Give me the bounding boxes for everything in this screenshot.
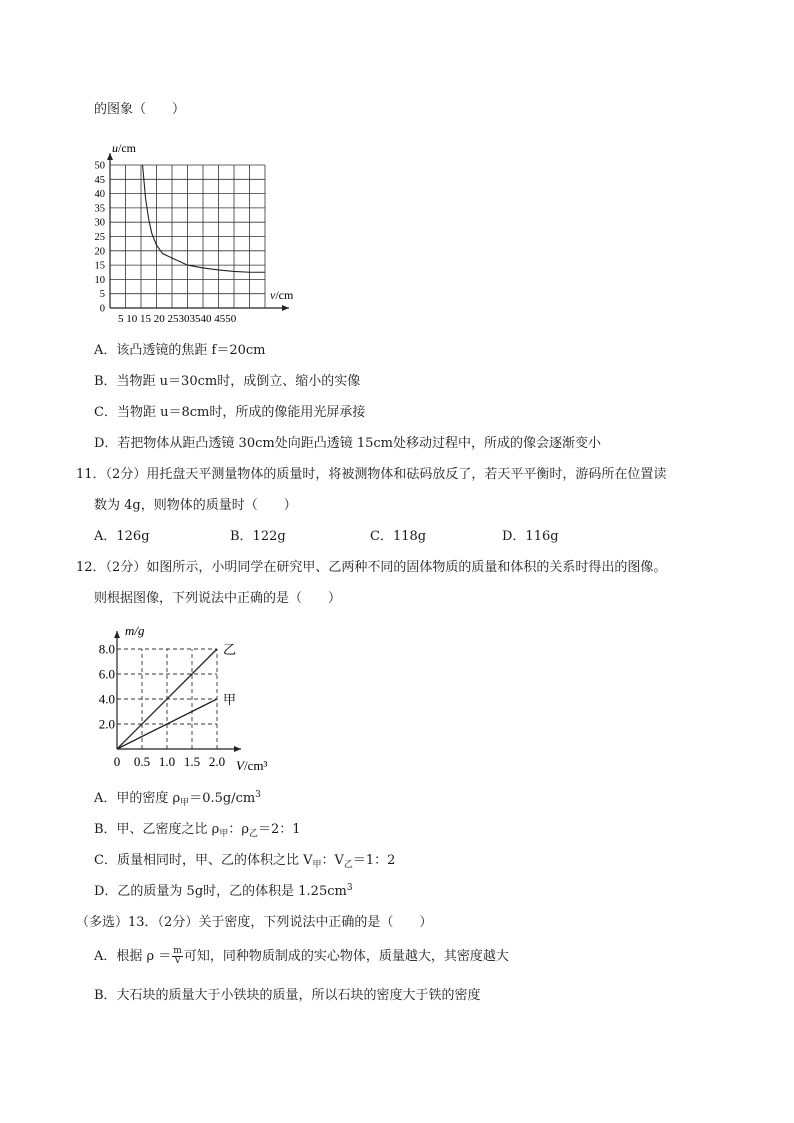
mv-x-arrow: [234, 746, 241, 752]
q10-option-c: C．当物距 u＝8cm时，所成的像能用光屏承接: [94, 405, 366, 420]
mv-y-tick-label: 6.0: [98, 666, 115, 682]
q10-option-b: B．当物距 u＝30cm时，成倒立、缩小的实像: [94, 374, 361, 389]
q11-option-c: C．118g: [370, 529, 427, 544]
q11-option-a: A．126g: [94, 529, 150, 544]
uv-y-tick-label: 45: [94, 174, 105, 186]
q11-stem-line1: 11．（2分）用托盘天平测量物体的质量时，将被测物体和砝码放反了，若天平平衡时，游码所在位置读: [76, 467, 667, 482]
uv-y-tick-label: 10: [94, 274, 105, 286]
mv-series-label: 甲: [223, 692, 237, 707]
mv-y-axis-label: m/g: [125, 623, 145, 638]
q10-stem-tail: 的图象（ ）: [94, 102, 186, 117]
uv-y-tick-label: 25: [94, 232, 105, 243]
mv-x-tick-label: 1.0: [158, 754, 176, 769]
q12-option-c: C．质量相同时，甲、乙的体积之比 $V_甲$：$V_乙=1$：2: [94, 853, 396, 870]
q12-option-d: D．乙的质量为 5g时，乙的体积是 $1.25cm^3$: [94, 883, 353, 899]
q11-option-d: D．116g: [502, 529, 559, 544]
q13-option-b: B．大石块的质量大于小铁块的质量，所以石块的密度大于铁的密度: [94, 988, 481, 1003]
mv-y-arrow: [114, 631, 120, 638]
uv-curve: [143, 165, 265, 272]
uv-y-tick-label: 15: [94, 260, 105, 272]
q12-stem-line2: 则根据图像，下列说法中正确的是（ ）: [94, 591, 342, 606]
mv-x-tick-label: 0: [113, 754, 121, 769]
uv-y-tick-label: 30: [94, 217, 105, 229]
q12-stem-line1: 12．（2分）如图所示，小明同学在研究甲、乙两种不同的固体物质的质量和体积的关系时得出的图像。: [76, 560, 667, 575]
mv-y-tick-label: 8.0: [98, 641, 115, 657]
uv-x-arrow: [282, 305, 289, 311]
mv-x-tick-label: 2.0: [208, 754, 226, 769]
density-fraction: $\frac{m}{V}$: [173, 946, 182, 966]
mv-x-tick-label: 1.5: [183, 754, 201, 769]
q11-option-b: B．122g: [230, 529, 286, 544]
mv-x-tick-label: 0.5: [133, 754, 151, 769]
mv-x-axis-label: V/cm³: [236, 758, 268, 773]
uv-x-axis-label: v/cm: [270, 288, 294, 302]
q13-option-a: A．根据 ρ ＝ $\frac{m}{V}$ 可知，同种物质制成的实心物体，质量越大，其密度越大: [94, 946, 509, 966]
uv-y-tick-label: 0: [99, 303, 105, 315]
mv-y-tick-label: 4.0: [98, 691, 115, 707]
uv-y-tick-label: 40: [94, 189, 105, 201]
q12-option-a: A．甲的密度 $\rho_甲=0.5g/cm^3$: [94, 790, 261, 808]
q13-stem: （多选）13．（2分）关于密度，下列说法中正确的是（ ）: [76, 915, 433, 930]
uv-y-tick-label: 20: [94, 246, 105, 258]
uv-y-tick-label: 35: [94, 203, 105, 215]
q11-stem-line2: 数为 4g，则物体的质量时（ ）: [94, 498, 297, 513]
mv-y-tick-label: 2.0: [98, 716, 115, 732]
q10-option-a: A．该凸透镜的焦距 f＝20cm: [94, 343, 266, 358]
q10-option-d: D．若把物体从距凸透镜 30cm处向距凸透镜 15cm处移动过程中，所成的像会逐渐变小: [94, 436, 601, 451]
uv-x-tick-labels: 5 10 15 20 25303540 4550: [118, 313, 237, 325]
q12-option-b: B．甲、乙密度之比 $\rho_甲$：$\rho_乙=2$：1: [94, 822, 301, 839]
uv-chart: [88, 138, 318, 325]
uv-y-tick-label: 5: [99, 289, 105, 301]
uv-y-axis-label: u/cm: [112, 141, 136, 155]
mv-series-label: 乙: [223, 642, 237, 657]
uv-y-tick-label: 50: [94, 160, 105, 172]
mv-chart: [98, 618, 304, 778]
